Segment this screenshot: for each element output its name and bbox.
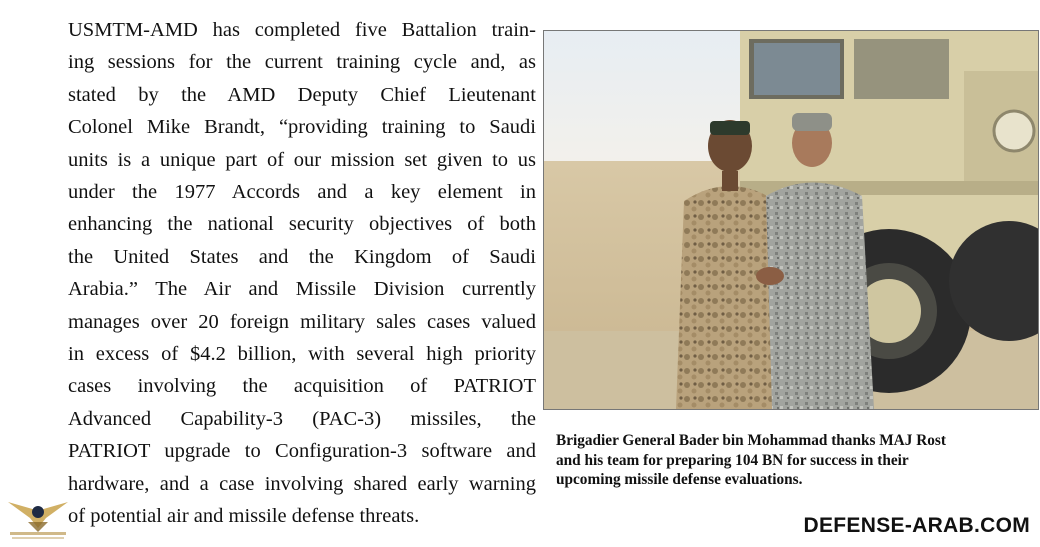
article-line: Arabia.” The Air and Missile Division currently bbox=[68, 278, 536, 301]
photo-caption bbox=[556, 431, 1036, 490]
article-line: manages over 20 foreign military sales cases valued bbox=[68, 310, 536, 333]
article-line: PATRIOT upgrade to Configuration-3 software and bbox=[68, 440, 536, 463]
photo-illustration bbox=[544, 31, 1038, 409]
article-line: ing sessions for the current training cycle and, as bbox=[68, 51, 536, 74]
caption-line: and his team for preparing 104 BN for success in their bbox=[556, 451, 909, 469]
arab-defense-forum-logo bbox=[6, 488, 70, 542]
article-body bbox=[68, 14, 536, 533]
eagle-icon bbox=[6, 488, 70, 542]
article-line: USMTM-AMD has completed five Battalion train- bbox=[68, 19, 536, 41]
article-line: under the 1977 Accords and a key element in bbox=[68, 181, 536, 204]
article-line: of potential air and missile defense threats. bbox=[68, 505, 420, 528]
article-line: cases involving the acquisition of PATRIOT bbox=[68, 375, 536, 398]
article-line: hardware, and a case involving shared early warning bbox=[68, 472, 536, 495]
article-line: units is a unique part of our mission set given to us bbox=[68, 148, 536, 171]
handshake-photo bbox=[543, 30, 1039, 410]
site-watermark: DEFENSE-ARAB.COM bbox=[803, 514, 1030, 537]
article-line: enhancing the national security objectives of both bbox=[68, 213, 536, 236]
article-line: in excess of $4.2 billion, with several high priority bbox=[68, 343, 536, 366]
article-line: stated by the AMD Deputy Chief Lieutenant bbox=[68, 83, 536, 106]
caption-line: upcoming missile defense evaluations. bbox=[556, 471, 803, 488]
article-line: Colonel Mike Brandt, “providing training to Saudi bbox=[68, 116, 536, 139]
caption-line: Brigadier General Bader bin Mohammad thanks MAJ Rost bbox=[556, 432, 946, 449]
article-line: Advanced Capability-3 (PAC-3) missiles, the bbox=[68, 407, 536, 430]
article-line: the United States and the Kingdom of Saudi bbox=[68, 245, 536, 268]
